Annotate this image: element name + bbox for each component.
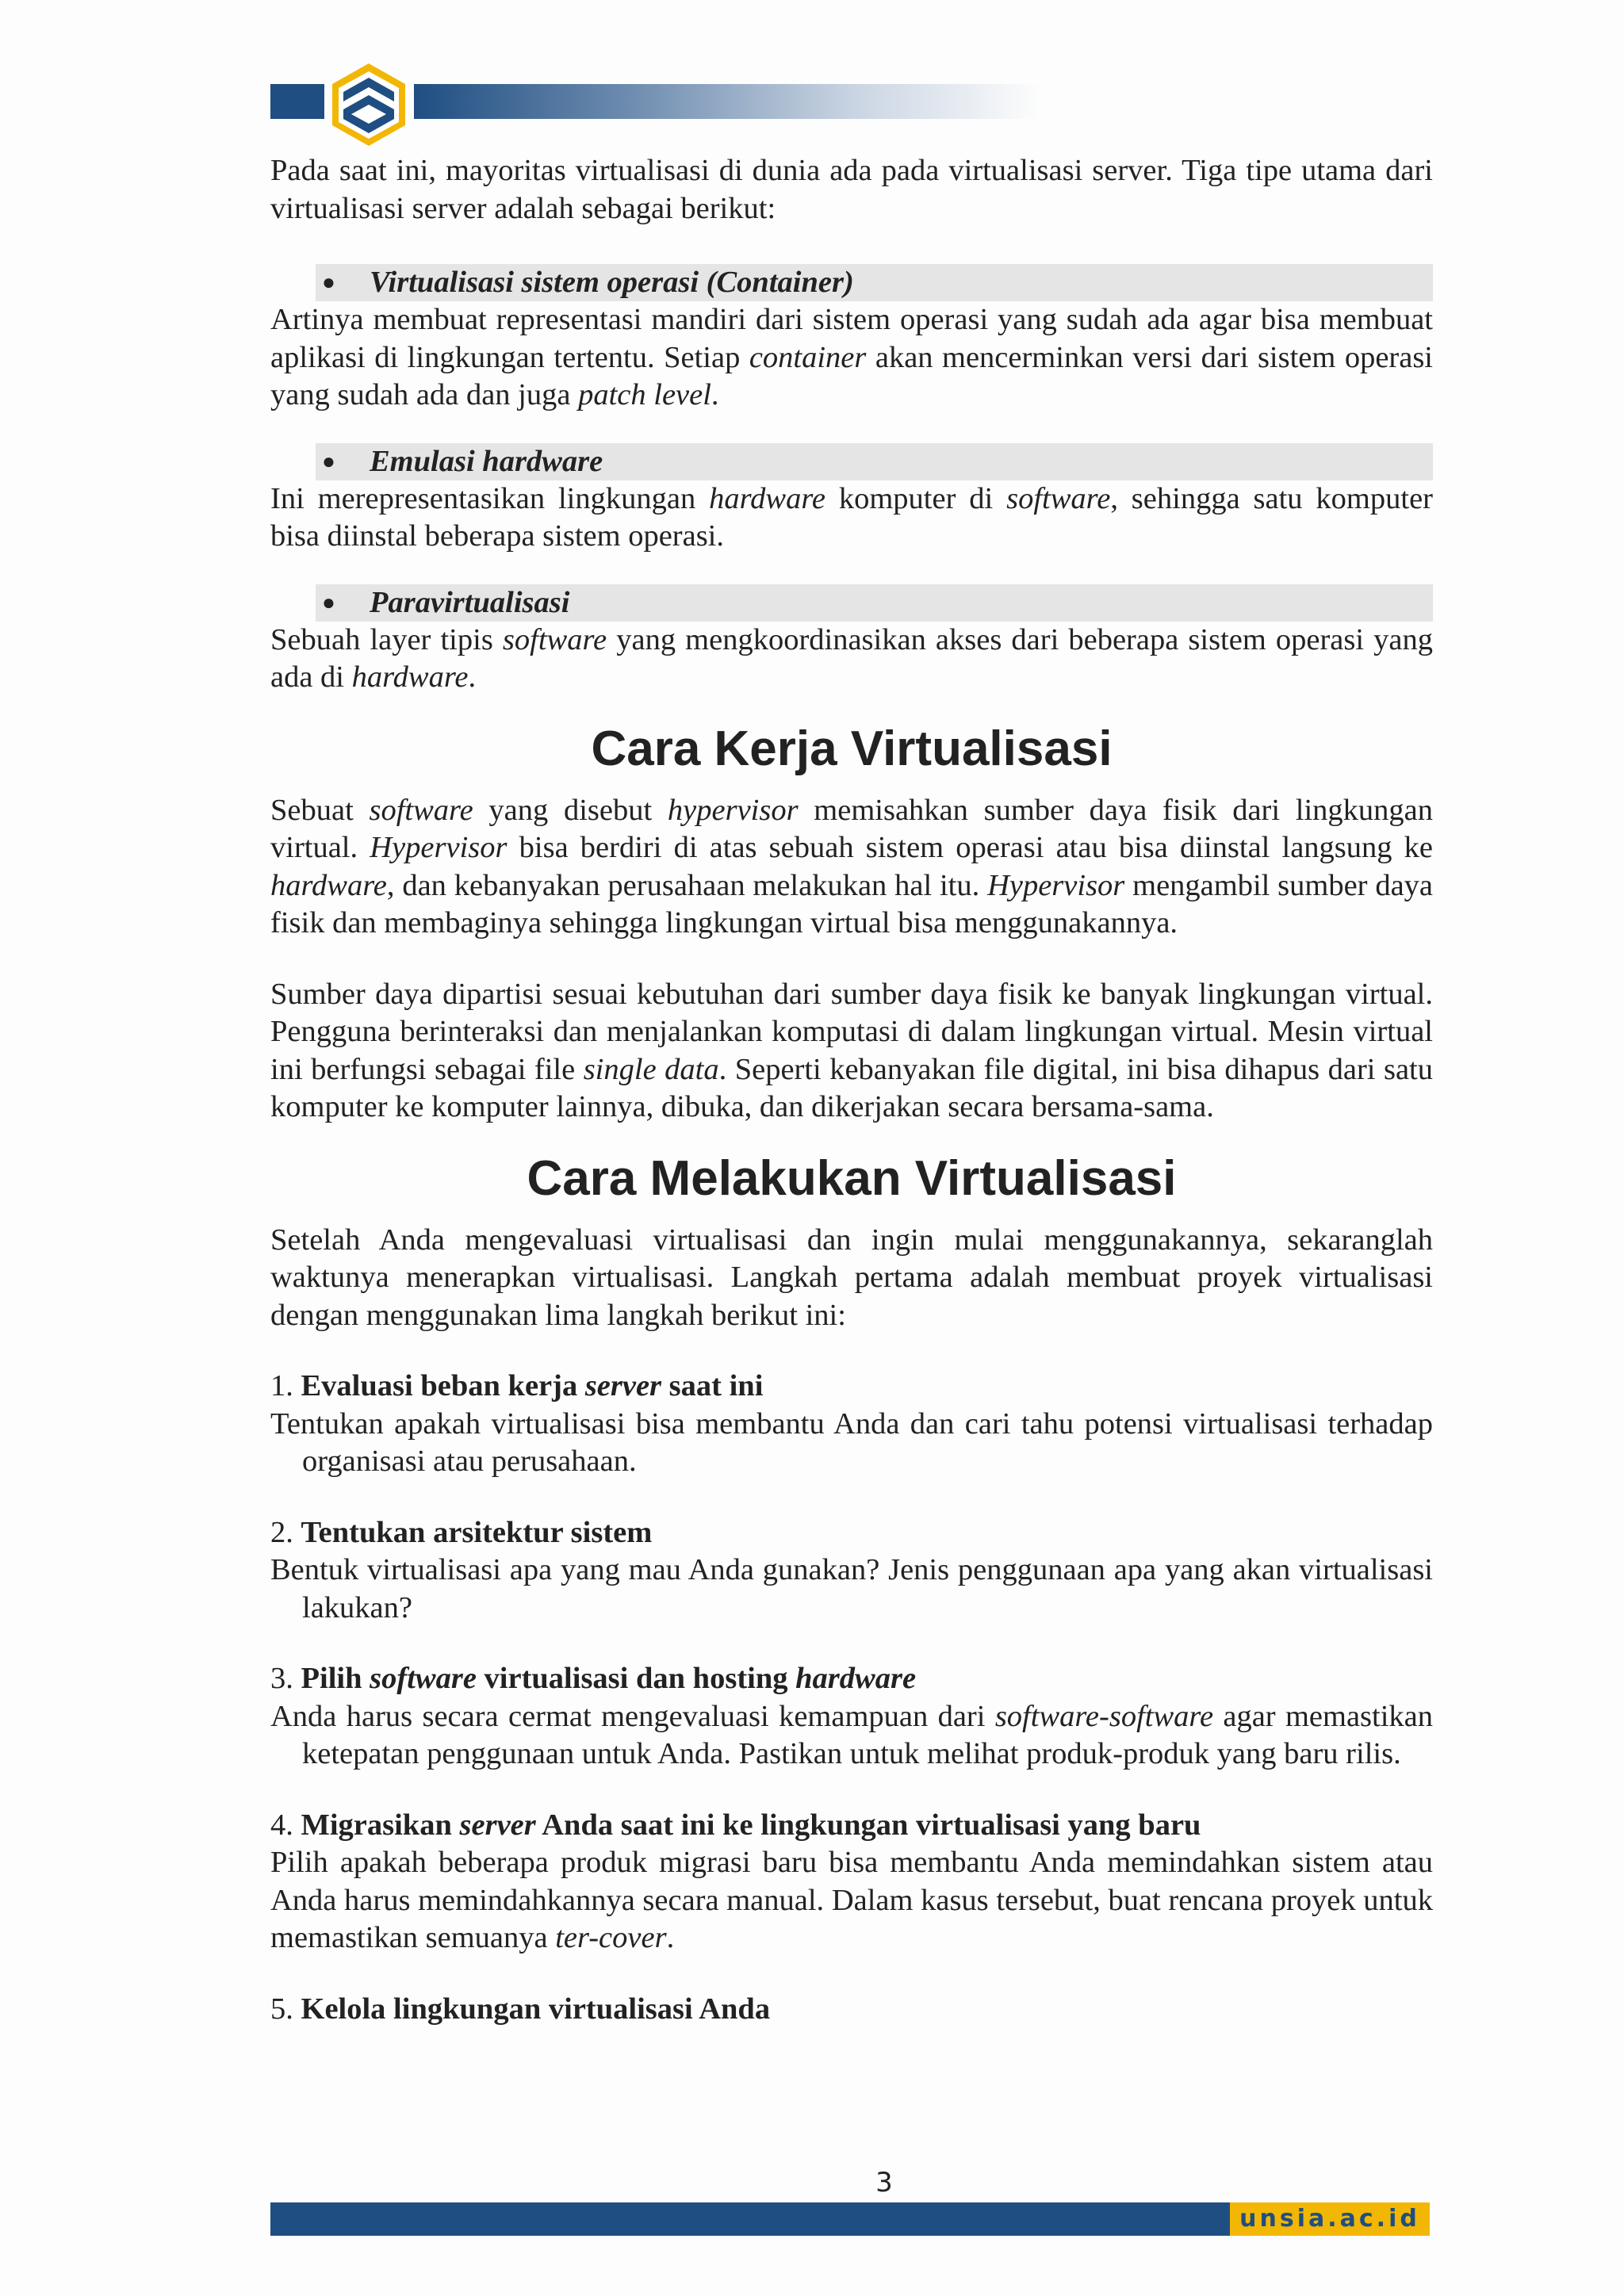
bullet-heading-hardware — [316, 443, 1433, 480]
bullet-description-hardware: Ini merepresentasikan lingkungan hardware komputer di software, sehingga satu komputer bisa diinstal beberapa sistem operasi. — [270, 481, 1433, 553]
bullet-heading-text: Paravirtualisasi — [370, 585, 570, 619]
step-description: Tentukan apakah virtualisasi bisa membantu Anda dan cari tahu potensi virtualisasi terhadap organisasi atau perusahaan. — [270, 1406, 1433, 1478]
bullet-heading-text: Virtualisasi sistem operasi (Container) — [370, 266, 854, 299]
step-title: 1. Evaluasi beban kerja server saat ini — [270, 1369, 764, 1402]
step-description: Bentuk virtualisasi apa yang mau Anda gunakan? Jenis penggunaan apa yang akan virtualisasi lakukan? — [270, 1553, 1433, 1624]
bullet-dot-icon: ● — [322, 449, 335, 474]
step-title: 3. Pilih software virtualisasi dan hosting hardware — [270, 1662, 917, 1695]
step-title: 2. Tentukan arsitektur sistem — [270, 1515, 653, 1549]
how-it-works-paragraph-1: Sebuat software yang disebut hypervisor memisahkan sumber daya fisik dari lingkungan virtual. Hypervisor bisa berdiri di atas sebuah sistem operasi atau bisa diinstal langsung ke hardware, dan kebanyakan perusahaan melakukan hal itu. Hypervisor mengambil sumber daya fisik dan membaginya sehingga lingkungan virtual bisa menggunakannya. — [270, 793, 1434, 939]
bullet-heading-paravirtualization — [316, 584, 1433, 622]
section-heading-how-it-works: Cara Kerja Virtualisasi — [591, 721, 1113, 776]
bullet-description-paravirtualization: Sebuah layer tipis software yang mengkoordinasikan akses dari beberapa sistem operasi yang ada di hardware. — [270, 622, 1434, 694]
how-it-works-paragraph-2: Sumber daya dipartisi sesuai kebutuhan dari sumber daya fisik ke banyak lingkungan virtual. Pengguna berinteraksi dan menjalankan komputasi di dalam lingkungan virtual. Mesin virtual ini berfungsi sebagai file single data. Seperti kebanyakan file digital, ini bisa dihapus dari satu komputer ke komputer lainnya, dibuka, dan dikerjakan secara bersama-sama. — [270, 977, 1433, 1123]
step-title: 5. Kelola lingkungan virtualisasi Anda — [270, 1992, 771, 2026]
bullet-dot-icon: ● — [322, 590, 335, 615]
page-number: 3 — [875, 2167, 893, 2198]
bullet-dot-icon: ● — [322, 270, 335, 295]
bullet-heading-text: Emulasi hardware — [370, 444, 603, 478]
section-heading-how-to: Cara Melakukan Virtualisasi — [527, 1150, 1177, 1206]
step-title: 4. Migrasikan server Anda saat ini ke lingkungan virtualisasi yang baru — [270, 1808, 1201, 1842]
step-description: Pilih apakah beberapa produk migrasi baru bisa membantu Anda memindahkan sistem atau Anda harus memindahkannya secara manual. Dalam kasus tersebut, buat rencana proyek untuk memastikan semuanya ter-cover. — [270, 1846, 1433, 1954]
header-gradient-bar — [414, 84, 1040, 119]
unsia-logo-icon — [329, 62, 408, 147]
step-description: Anda harus secara cermat mengevaluasi kemampuan dari software-software agar memastikan ketepatan penggunaan untuk Anda. Pastikan untuk melihat produk-produk yang baru rilis. — [270, 1699, 1434, 1770]
how-to-intro-paragraph: Setelah Anda mengevaluasi virtualisasi dan ingin mulai menggunakannya, sekaranglah waktunya menerapkan virtualisasi. Langkah pertama adalah membuat proyek virtualisasi dengan menggunakan lima langkah berikut ini: — [270, 1223, 1433, 1332]
footer-bar — [270, 2202, 1230, 2236]
bullet-heading-container — [316, 264, 1433, 301]
page-content — [270, 152, 1433, 2028]
bullet-description-container: Artinya membuat representasi mandiri dari sistem operasi yang sudah ada agar bisa membuat aplikasi di lingkungan tertentu. Setiap container akan mencerminkan versi dari sistem operasi yang sudah ada dan juga patch level. — [270, 303, 1434, 411]
intro-paragraph: Pada saat ini, mayoritas virtualisasi di dunia ada pada virtualisasi server. Tiga tipe utama dari virtualisasi server adalah sebagai berikut: — [270, 154, 1433, 225]
footer-site-link[interactable]: unsia.ac.id — [1230, 2202, 1430, 2236]
header-left-block — [270, 84, 324, 119]
